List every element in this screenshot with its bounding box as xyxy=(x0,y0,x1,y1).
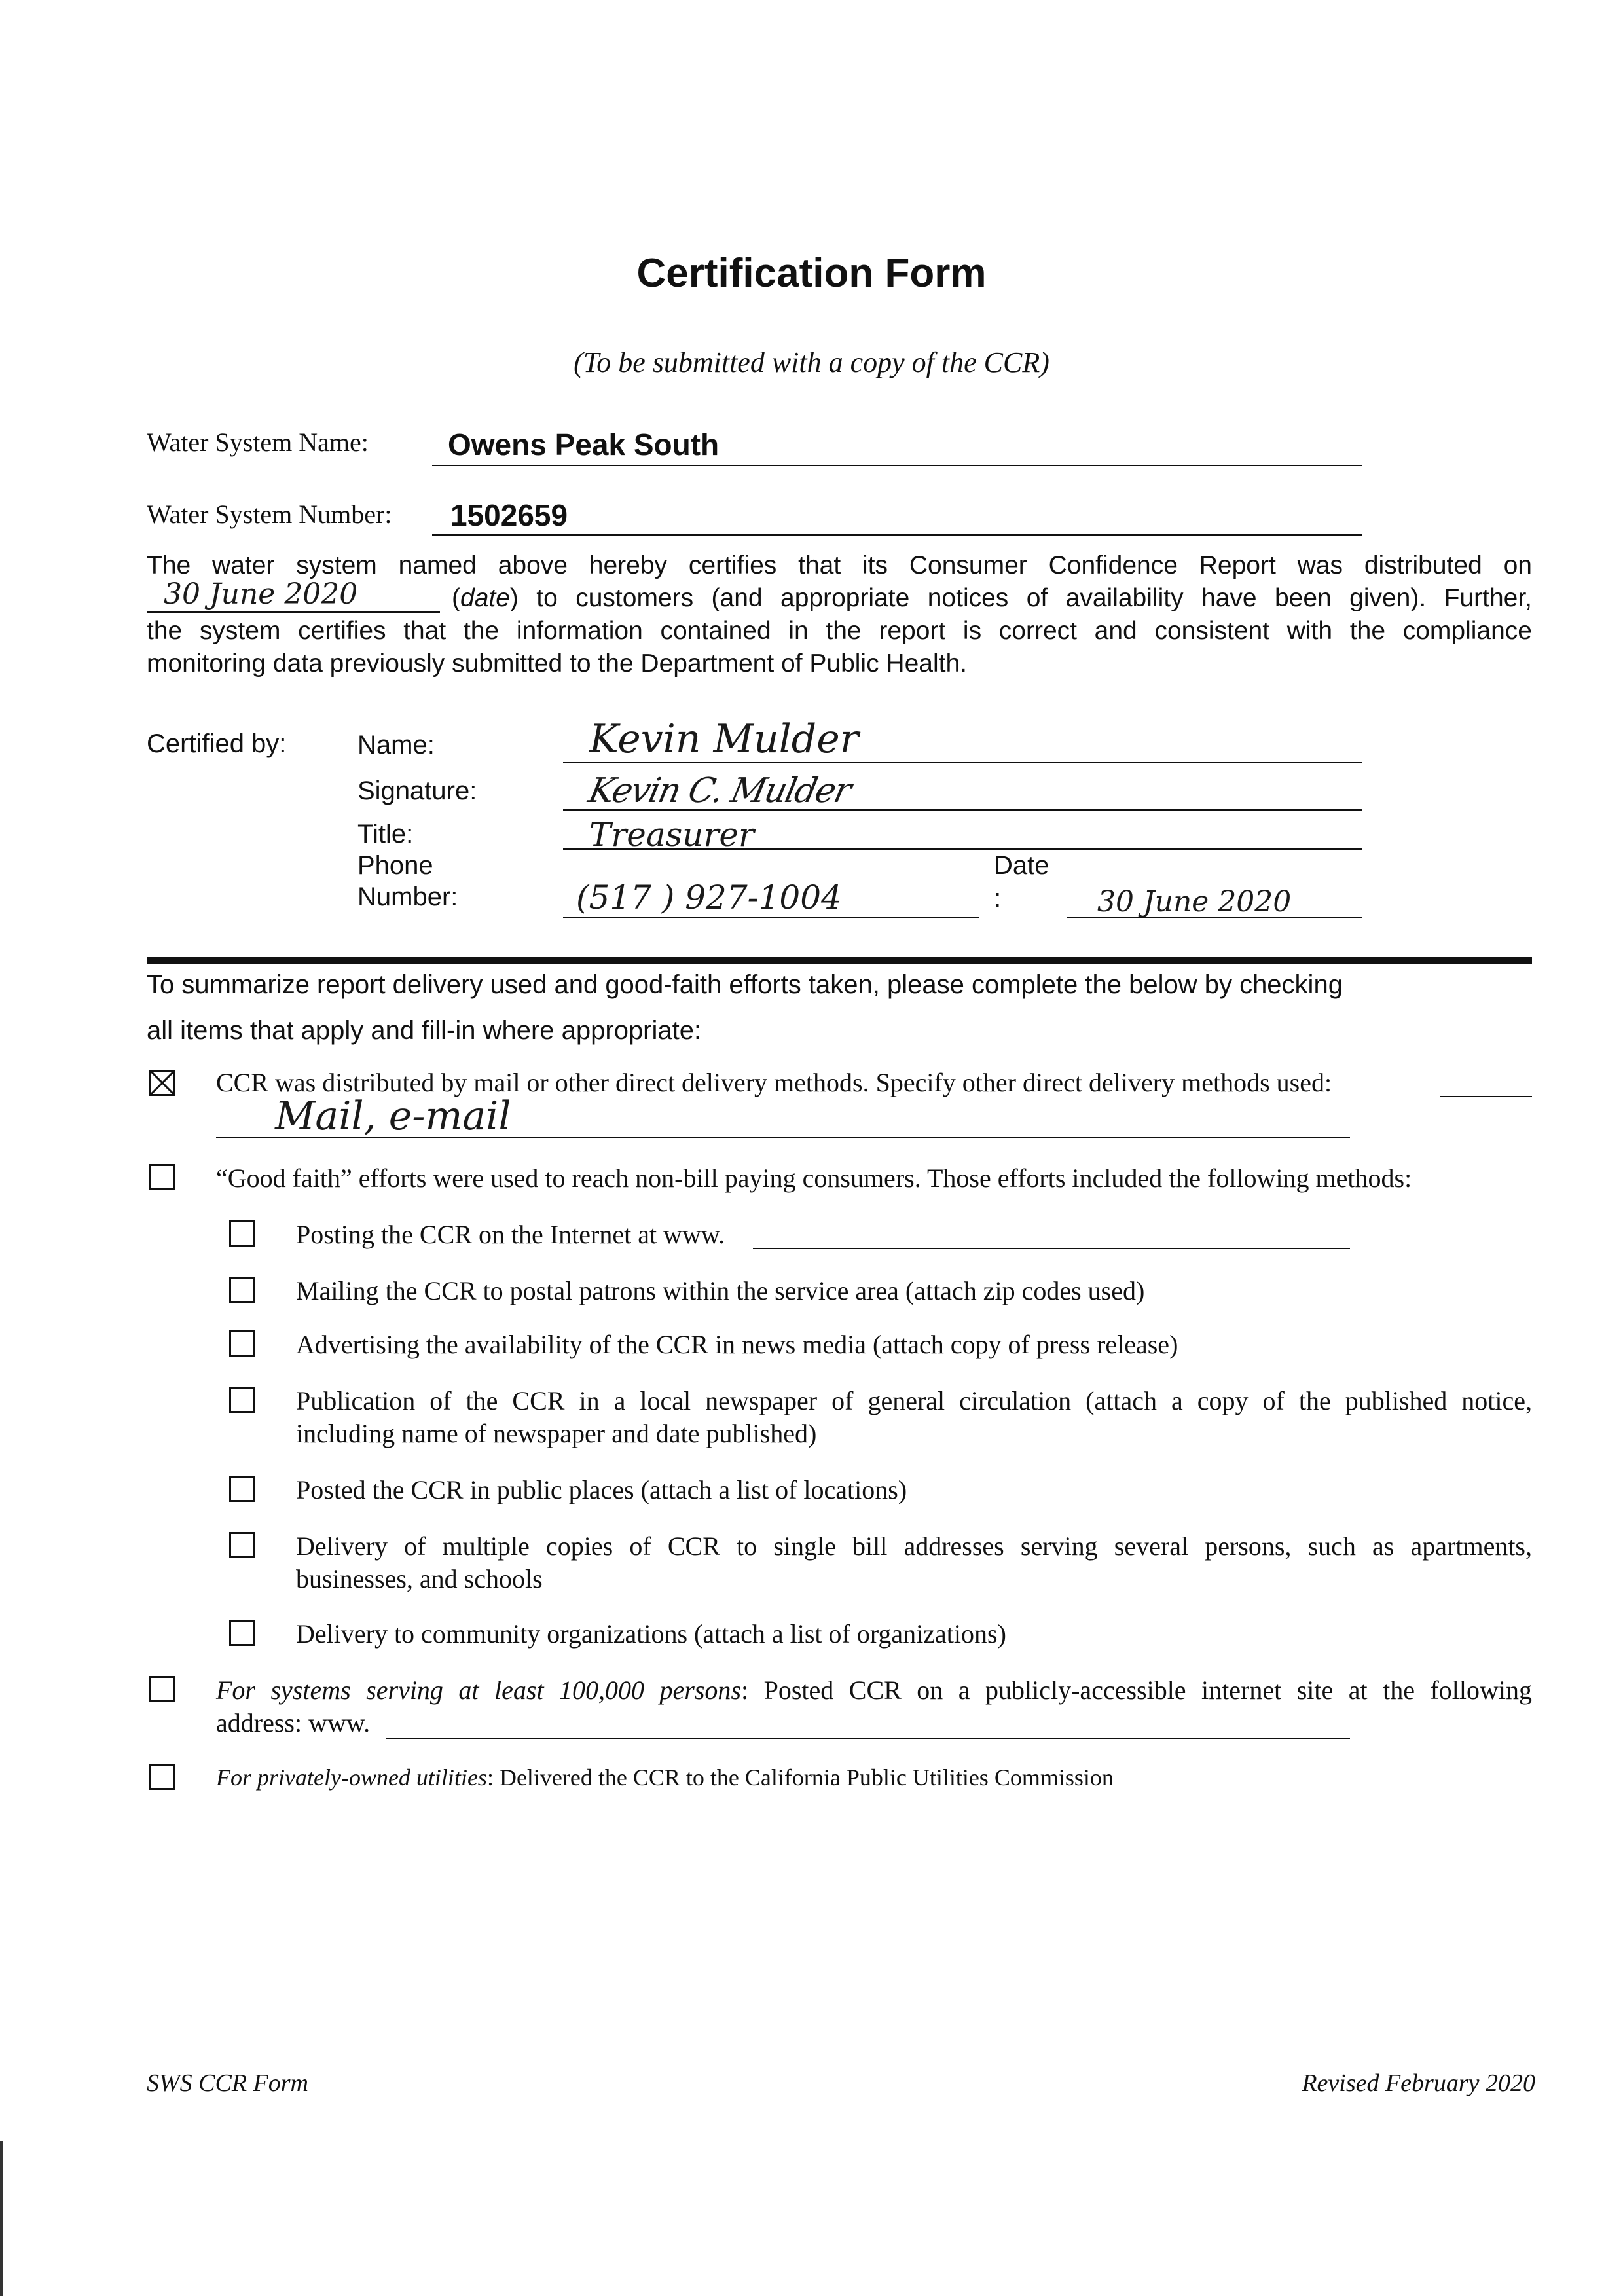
public-places-text: Posted the CCR in public places (attach a list of locations) xyxy=(296,1475,907,1504)
distribution-date-value[interactable]: 30 June 2020 xyxy=(164,577,358,611)
signed-date-value[interactable]: 30 June 2020 xyxy=(1097,885,1292,919)
newspaper-publication-checkbox[interactable] xyxy=(229,1387,255,1413)
news-media-text: Advertising the availability of the CCR in news media (attach copy of press release) xyxy=(296,1330,1178,1359)
news-media-checkbox[interactable] xyxy=(229,1330,255,1357)
title-label: Title: xyxy=(357,820,414,848)
large-systems-checkbox[interactable] xyxy=(149,1676,175,1702)
footer-revision: Revised February 2020 xyxy=(1302,2069,1535,2097)
signature-label: Signature: xyxy=(357,776,477,805)
good-faith-checkbox[interactable] xyxy=(149,1164,175,1190)
large-systems-italic: For systems serving at least 100,000 persons xyxy=(216,1675,741,1705)
large-systems-text-2: address: www. xyxy=(216,1708,371,1738)
certification-line-1: The water system named above hereby certifies that its Consumer Confidence Report was distributed on xyxy=(147,551,1532,579)
scan-edge-mark xyxy=(0,2141,3,2296)
water-system-name-label: Water System Name: xyxy=(147,428,369,457)
multiple-copies-text-2: businesses, and schools xyxy=(296,1564,543,1594)
community-organizations-checkbox[interactable] xyxy=(229,1620,255,1646)
page-subtitle: (To be submitted with a copy of the CCR) xyxy=(574,346,1049,378)
mail-delivery-checkbox[interactable] xyxy=(149,1070,175,1096)
postal-patrons-checkbox[interactable] xyxy=(229,1277,255,1303)
private-utilities-text: For privately-owned utilities: Delivered the CCR to the California Public Utilities Commission xyxy=(216,1764,1114,1791)
certification-line-2: (date) to customers (and appropriate notices of availability have been given). Further, xyxy=(452,584,1532,612)
community-organizations-text: Delivery to community organizations (attach a list of organizations) xyxy=(296,1619,1006,1649)
phone-label-line-1: Phone xyxy=(357,851,433,880)
postal-patrons-text: Mailing the CCR to postal patrons within the service area (attach zip codes used) xyxy=(296,1276,1145,1305)
certification-line-4: monitoring data previously submitted to the Department of Public Health. xyxy=(147,649,967,678)
signature-value[interactable]: Kevin C. Mulder xyxy=(585,771,854,811)
summary-line-1: To summarize report delivery used and good-faith efforts taken, please complete the below by checking xyxy=(147,970,1343,999)
section-divider xyxy=(147,957,1532,964)
footer-form-name: SWS CCR Form xyxy=(147,2069,308,2097)
water-system-name-value[interactable]: Owens Peak South xyxy=(448,428,720,462)
public-places-checkbox[interactable] xyxy=(229,1476,255,1502)
name-label: Name: xyxy=(357,731,435,759)
summary-line-2: all items that apply and fill-in where appropriate: xyxy=(147,1016,702,1045)
mail-delivery-text: CCR was distributed by mail or other direct delivery methods. Specify other direct delivery methods used: xyxy=(216,1068,1332,1097)
water-system-number-value[interactable]: 1502659 xyxy=(450,498,568,532)
phone-label-line-2: Number: xyxy=(357,883,458,911)
certification-line-3: the system certifies that the information contained in the report is correct and consistent with the compliance xyxy=(147,617,1532,645)
water-system-number-label: Water System Number: xyxy=(147,500,392,529)
mail-delivery-methods-value[interactable]: Mail, e-mail xyxy=(275,1093,511,1139)
private-utilities-checkbox[interactable] xyxy=(149,1764,175,1790)
internet-posting-checkbox[interactable] xyxy=(229,1220,255,1247)
large-systems-text-1: For systems serving at least 100,000 persons: Posted CCR on a publicly-accessible internet site at the following xyxy=(216,1675,1532,1705)
page-title: Certification Form xyxy=(636,251,987,296)
date-label-top: Date xyxy=(994,851,1049,880)
newspaper-publication-text-1: Publication of the CCR in a local newspaper of general circulation (attach a copy of the published notice, xyxy=(296,1386,1532,1415)
phone-value[interactable]: (517 ) 927-1004 xyxy=(576,879,842,917)
certifier-name-value[interactable]: Kevin Mulder xyxy=(589,716,859,762)
date-label: date xyxy=(460,584,510,612)
checkmark-x-icon xyxy=(147,1068,177,1098)
title-value[interactable]: Treasurer xyxy=(589,816,754,854)
private-utilities-italic: For privately-owned utilities xyxy=(216,1764,487,1791)
internet-posting-text: Posting the CCR on the Internet at www. xyxy=(296,1220,725,1249)
multiple-copies-text-1: Delivery of multiple copies of CCR to single bill addresses serving several persons, such as apartments, xyxy=(296,1531,1532,1561)
multiple-copies-checkbox[interactable] xyxy=(229,1532,255,1558)
date-label-colon: : xyxy=(994,884,1002,913)
certified-by-label: Certified by: xyxy=(147,729,287,758)
good-faith-text: “Good faith” efforts were used to reach non-bill paying consumers. Those efforts included the following methods: xyxy=(216,1163,1412,1193)
newspaper-publication-text-2: including name of newspaper and date published) xyxy=(296,1419,817,1448)
